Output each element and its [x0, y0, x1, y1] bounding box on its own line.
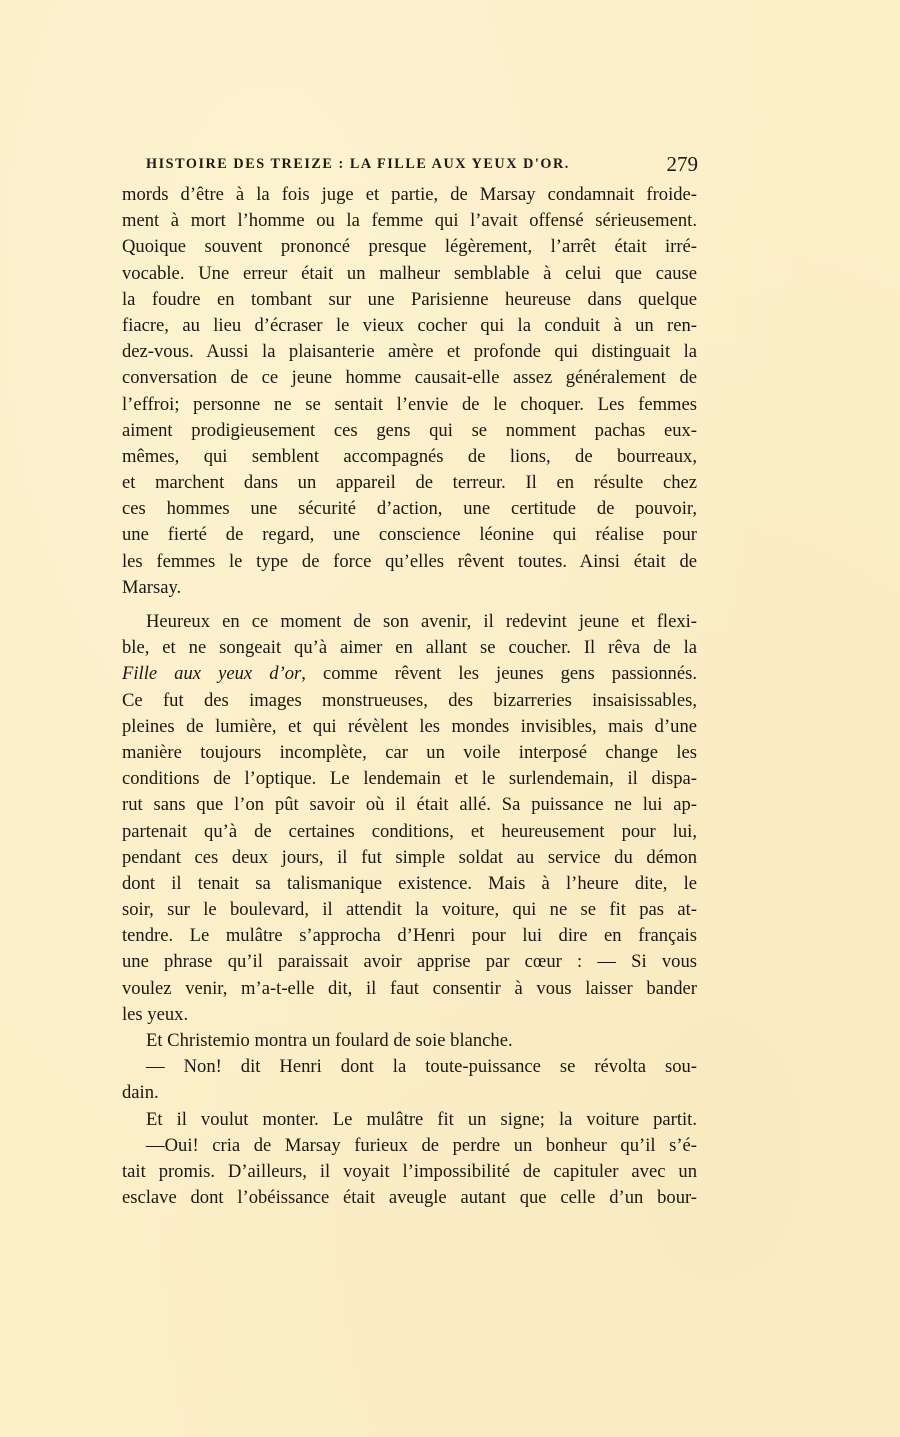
- text-line: Et il voulut monter. Le mulâtre fit un signe; la voiture partit.: [146, 1108, 697, 1130]
- paragraph-gap: [122, 601, 697, 609]
- text-line: fiacre, au lieu d’écraser le vieux cocher qui la conduit à un ren-: [122, 314, 697, 336]
- text-line: tendre. Le mulâtre s’approcha d’Henri pour lui dire en français: [122, 925, 697, 947]
- paragraph: [122, 1107, 697, 1133]
- text-line: Quoique souvent prononcé presque légèrement, l’arrêt était irré-: [122, 236, 697, 258]
- text-line: les yeux.: [122, 1003, 189, 1025]
- italic-title: Fille aux yeux d’or: [122, 663, 302, 685]
- text-line: — Non! dit Henri dont la toute-puissance se révolta sou-: [146, 1056, 697, 1078]
- paragraph: [122, 182, 697, 601]
- body-text: [122, 182, 697, 1211]
- text-line: esclave dont l’obéissance était aveugle autant que celle d’un bour-: [122, 1187, 697, 1209]
- running-head: [146, 153, 698, 179]
- text-line: —Oui! cria de Marsay furieux de perdre un bonheur qu’il s’é-: [146, 1134, 697, 1156]
- text-fragment: , comme rêvent les jeunes gens passionnés.: [301, 663, 697, 685]
- text-line: une phrase qu’il paraissait avoir apprise par cœur : — Si vous: [122, 951, 697, 973]
- text-line: dez-vous. Aussi la plaisanterie amère et profonde qui distinguait la: [122, 341, 697, 363]
- page-number: 279: [666, 152, 698, 176]
- text-line: pendant ces deux jours, il fut simple soldat au service du démon: [122, 846, 697, 868]
- running-head-title: HISTOIRE DES TREIZE : LA FILLE AUX YEUX D'OR.: [146, 156, 570, 172]
- paragraph: [122, 1133, 697, 1212]
- paragraph: [122, 609, 697, 1028]
- text-line: Ce fut des images monstrueuses, des bizarreries insaisissables,: [122, 689, 697, 711]
- paragraph: [122, 1054, 697, 1106]
- text-line: conversation de ce jeune homme causait-elle assez généralement de: [122, 367, 697, 389]
- text-line: et marchent dans un appareil de terreur. Il en résulte chez: [122, 472, 697, 494]
- text-line: partenait qu’à de certaines conditions, et heureusement pour lui,: [122, 820, 697, 842]
- text-line: aiment prodigieusement ces gens qui se nomment pachas eux-: [122, 419, 697, 441]
- text-line: conditions de l’optique. Le lendemain et le surlendemain, il dispa-: [122, 768, 697, 790]
- text-line: voulez venir, m’a-t-elle dit, il faut consentir à vous laisser bander: [122, 977, 697, 999]
- text-line: Et Christemio montra un foulard de soie blanche.: [146, 1030, 513, 1051]
- text-line: dain.: [122, 1082, 159, 1104]
- text-line: une fierté de regard, une conscience léonine qui réalise pour: [122, 524, 697, 546]
- text-line: [122, 661, 697, 687]
- text-line: la foudre en tombant sur une Parisienne heureuse dans quelque: [122, 288, 697, 310]
- paragraph: [122, 1028, 697, 1054]
- text-line: mords d’être à la fois juge et partie, de Marsay condamnait froide-: [122, 184, 697, 205]
- text-line: l’effroi; personne ne se sentait l’envie de le choquer. Les femmes: [122, 393, 697, 415]
- text-line: ces hommes une sécurité d’action, une certitude de pouvoir,: [122, 498, 697, 520]
- text-line: manière toujours incomplète, car un voile interposé change les: [122, 741, 697, 763]
- text-line: ble, et ne songeait qu’à aimer en allant se coucher. Il rêva de la: [122, 637, 697, 659]
- text-line: tait promis. D’ailleurs, il voyait l’impossibilité de capituler avec un: [122, 1160, 697, 1182]
- text-line: soir, sur le boulevard, il attendit la voiture, qui ne se fit pas at-: [122, 899, 697, 921]
- text-line: rut sans que l’on pût savoir où il était allé. Sa puissance ne lui ap-: [122, 794, 697, 816]
- text-line: mêmes, qui semblent accompagnés de lions, de bourreaux,: [122, 445, 697, 467]
- text-line: pleines de lumière, et qui révèlent les mondes invisibles, mais d’une: [122, 715, 697, 737]
- text-line: dont il tenait sa talismanique existence. Mais à l’heure dite, le: [122, 872, 697, 894]
- text-line: vocable. Une erreur était un malheur semblable à celui que cause: [122, 262, 697, 284]
- text-line: Marsay.: [122, 576, 182, 598]
- text-line: Heureux en ce moment de son avenir, il redevint jeune et flexi-: [146, 611, 697, 632]
- text-line: ment à mort l’homme ou la femme qui l’avait offensé sérieusement.: [122, 210, 697, 232]
- text-line: les femmes le type de force qu’elles rêvent toutes. Ainsi était de: [122, 550, 697, 572]
